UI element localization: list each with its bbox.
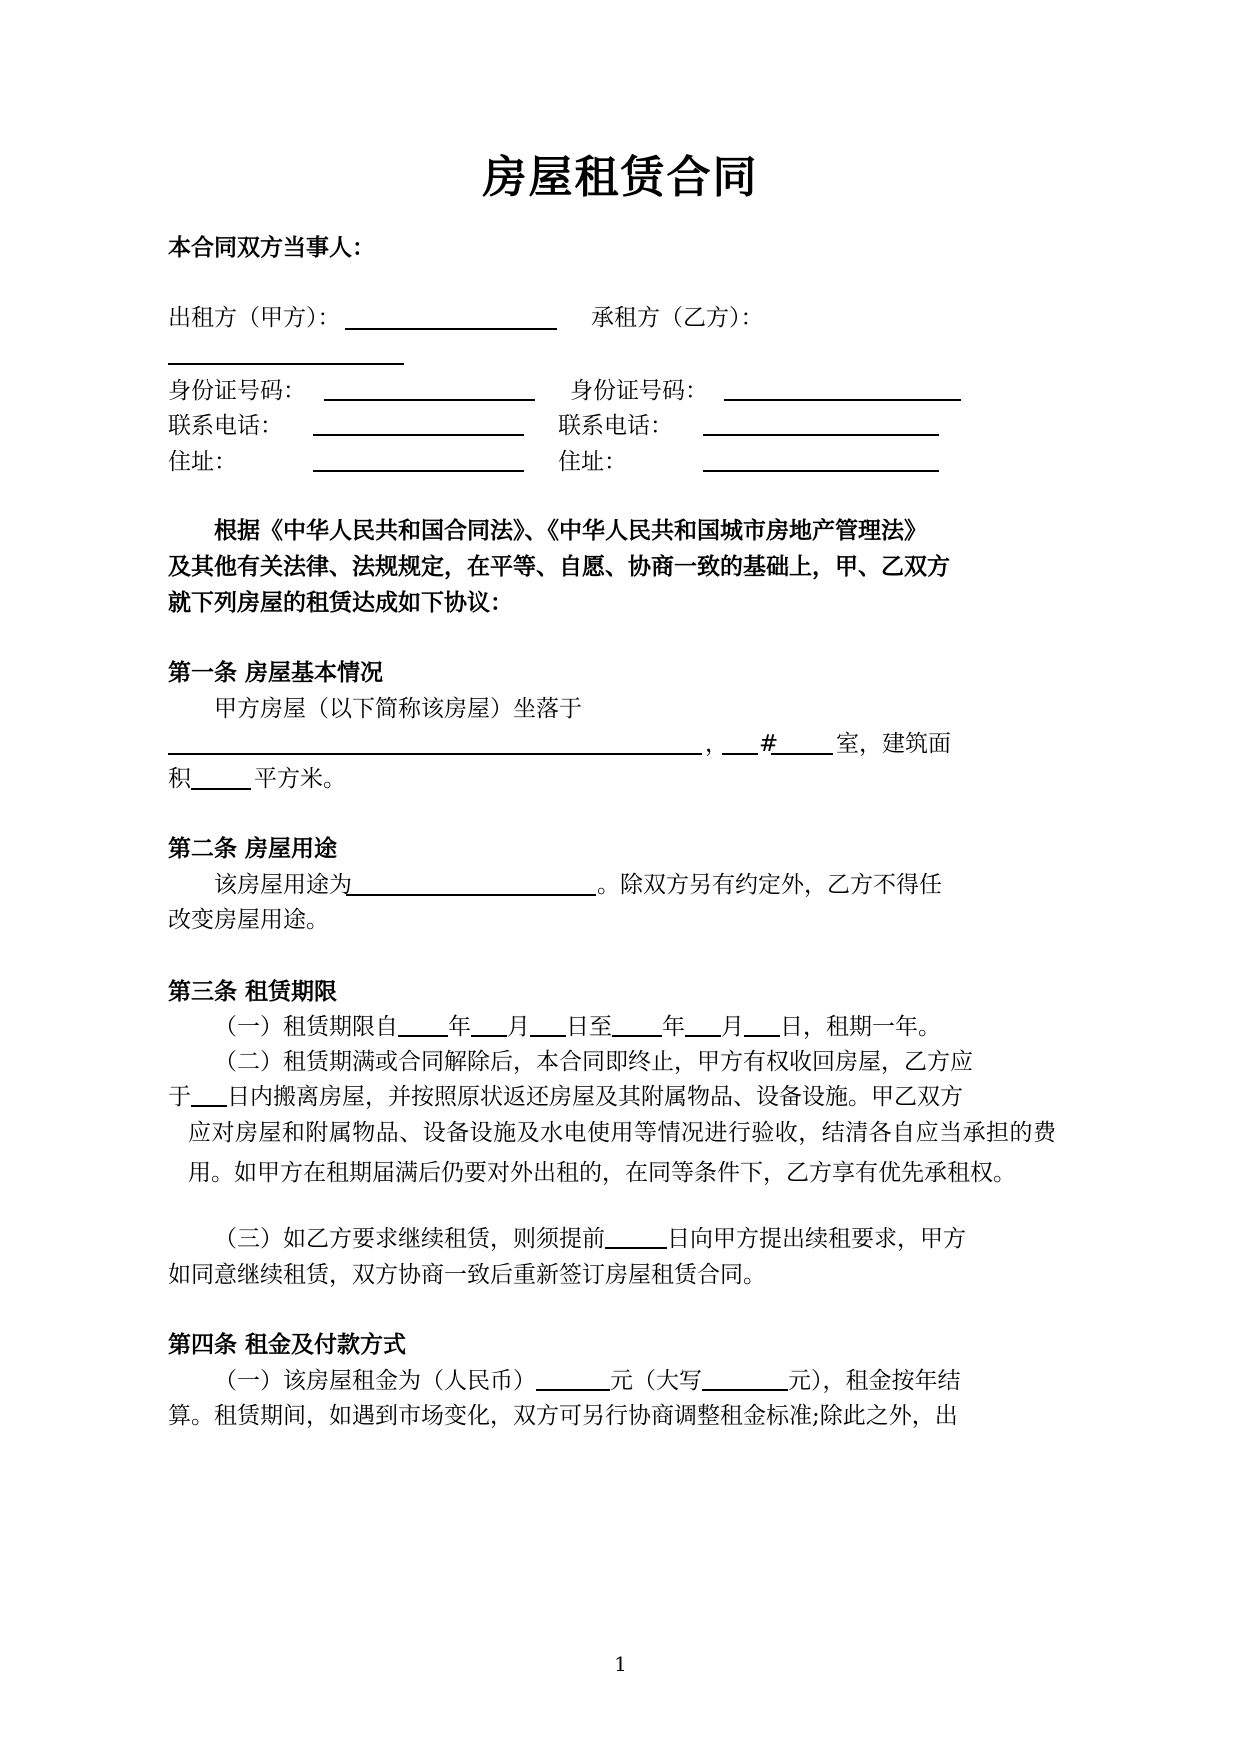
rent-clause-line-1 [214,1366,961,1396]
rent-amount-blank [536,1367,610,1391]
renewal-pre: （三）如乙方要求继续租赁，则须提前 [214,1226,605,1252]
lessor-phone-label: 联系电话： [168,413,283,439]
end-day-blank [744,1013,780,1037]
rent-pre: （一）该房屋租金为（人民币） [214,1368,536,1394]
start-year-label: 年 [448,1014,471,1040]
start-month-label: 月 [507,1014,530,1040]
intro-line-1: 根据《中华人民共和国合同法》、《中华人民共和国城市房地产管理法》 [214,517,927,544]
end-year-blank [612,1013,662,1037]
intro-line-2: 及其他有关法律、法规规定，在平等、自愿、协商一致的基础上，甲、乙双方 [168,553,950,580]
end-year-label: 年 [662,1014,685,1040]
article-3-heading: 第三条 租赁期限 [168,978,338,1005]
lessee-phone-label: 联系电话： [558,413,673,439]
usage-line-2: 改变房屋用途。 [168,907,329,933]
rent-clause-line-2: 算。租赁期间，如遇到市场变化，双方可另行协商调整租金标准;除此之外，出 [168,1403,958,1429]
term-clause-2-line-2 [168,1082,963,1112]
rent-words-blank [702,1367,788,1391]
lessor-phone-blank [313,434,524,436]
start-day-label: 日至 [566,1014,612,1040]
hash-sign: # [759,731,779,757]
term-clause-2-post: 日内搬离房屋，并按照原状返还房屋及其附属物品、设备设施。甲乙双方 [227,1084,963,1110]
comma: ， [705,731,728,757]
end-month-label: 月 [721,1014,744,1040]
term-clause-2-rest: 应对房屋和附属物品、设备设施及水电使用等情况进行验收，结清各自应当承担的费用。如甲方在租期届满后仍要对外出租的，在同等条件下，乙方享有优先承租权。 [188,1120,1056,1186]
move-out-days-blank [191,1083,227,1107]
term-clause-2-pre: 于 [168,1084,191,1110]
area-blank [191,788,251,790]
lessor-name-blank [345,328,557,330]
lessor-id-blank [324,399,535,401]
lessee-label: 承租方（乙方）： [591,305,764,331]
page-number: 1 [614,1652,627,1676]
start-day-blank [530,1013,566,1037]
area-tail-text: 平方米。 [254,766,346,792]
article-4-heading: 第四条 租金及付款方式 [168,1331,407,1358]
address-blank [168,753,702,755]
lessee-name-blank [168,363,404,365]
article-1-heading: 第一条 房屋基本情况 [168,659,384,686]
rent-mid: 元（大写 [610,1368,702,1394]
start-year-blank [398,1013,448,1037]
term-tail: 日，租期一年。 [780,1014,941,1040]
usage-pre-text: 该房屋用途为 [214,872,352,898]
parties-heading: 本合同双方当事人： [168,234,375,261]
lessee-id-label: 身份证号码： [570,378,708,404]
article-1-location-text: 甲方房屋（以下简称该房屋）坐落于 [214,696,582,722]
usage-post-text: 。除双方另有约定外，乙方不得任 [597,872,942,898]
end-month-blank [685,1013,721,1037]
room-blank [771,753,833,755]
lessor-id-label: 身份证号码： [168,378,306,404]
lessee-address-blank [703,470,939,472]
lessor-label: 出租方（甲方）： [168,305,341,331]
renewal-clause-line-1 [214,1224,966,1254]
document-title: 房屋租赁合同 [482,152,759,203]
renewal-clause-line-2: 如同意继续租赁，双方协商一致后重新签订房屋租赁合同。 [168,1262,766,1288]
building-blank [722,753,758,755]
lessor-address-label: 住址： [168,449,237,475]
lessee-id-blank [724,399,961,401]
article-2-heading: 第二条 房屋用途 [168,835,338,862]
renewal-post: 日向甲方提出续租要求，甲方 [667,1226,966,1252]
term-pre: （一）租赁期限自 [214,1014,398,1040]
rent-post: 元），租金按年结 [788,1368,961,1394]
intro-line-3: 就下列房屋的租赁达成如下协议： [168,589,513,616]
start-month-blank [471,1013,507,1037]
area-head-text: 积 [168,766,191,792]
term-clause-2-line-1: （二）租赁期满或合同解除后，本合同即终止，甲方有权收回房屋，乙方应 [214,1049,973,1075]
term-text [214,1012,941,1042]
lessee-address-label: 住址： [558,449,627,475]
usage-blank [346,894,596,896]
lessor-address-blank [313,470,524,472]
renewal-days-blank [605,1225,667,1249]
lessee-phone-blank [703,434,939,436]
room-tail-text: 室，建筑面 [836,731,951,757]
